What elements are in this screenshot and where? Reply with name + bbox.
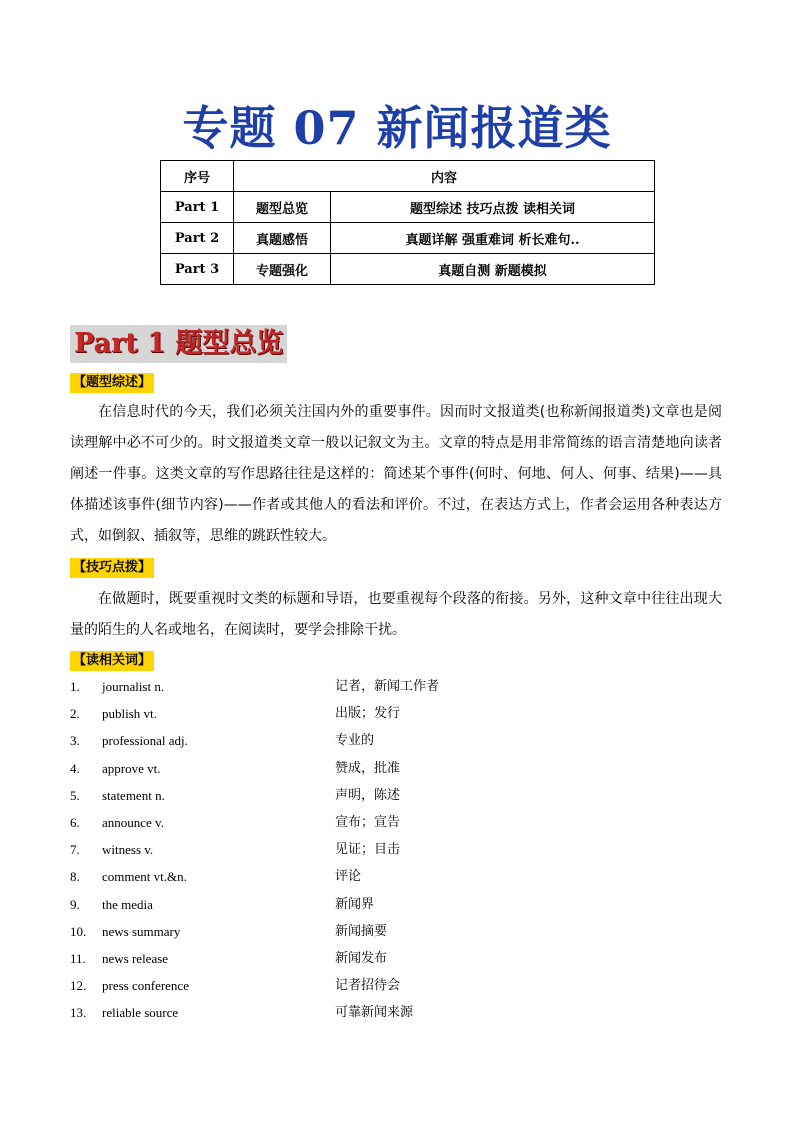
vocab-meaning: 声明，陈述	[335, 787, 401, 803]
vocab-number: 12.	[70, 978, 87, 994]
contents-table	[160, 160, 655, 285]
vocab-meaning: 专业的	[335, 733, 375, 749]
vocab-term: announce v.	[102, 814, 164, 830]
vocab-term: the media	[102, 896, 153, 912]
vocab-number: 11.	[70, 950, 86, 966]
vocab-item	[70, 673, 730, 700]
vocab-number: 6.	[70, 814, 80, 830]
table-cell: 真题感悟	[234, 223, 331, 254]
vocab-meaning: 记者招待会	[335, 978, 401, 994]
vocab-term: news summary	[102, 923, 181, 939]
table-header-cell: 内容	[234, 161, 655, 192]
vocab-term: publish vt.	[102, 706, 157, 722]
vocab-number: 7.	[70, 842, 80, 858]
vocab-number: 2.	[70, 706, 80, 722]
table-cell: Part 2	[161, 223, 234, 254]
table-row	[161, 192, 655, 223]
vocab-meaning: 评论	[335, 869, 362, 885]
vocab-number: 5.	[70, 787, 80, 803]
vocab-item	[70, 809, 730, 836]
vocab-meaning: 记者，新闻工作者	[335, 679, 440, 694]
table-cell: 专题强化	[234, 254, 331, 285]
vocab-item	[70, 700, 730, 727]
table-cell: 题型总览	[234, 192, 331, 223]
vocab-item	[70, 727, 730, 754]
vocab-meaning: 出版；发行	[335, 706, 401, 722]
table-row	[161, 223, 655, 254]
vocab-term: journalist n.	[102, 679, 165, 694]
vocab-meaning: 新闻发布	[335, 950, 388, 966]
table-cell: 真题详解 强重难词 析长难句..	[331, 223, 655, 254]
table-row	[161, 254, 655, 285]
table-cell: Part 3	[161, 254, 234, 285]
vocab-meaning: 可靠新闻来源	[335, 1005, 414, 1021]
vocab-term: comment vt.&n.	[102, 869, 187, 885]
section-paragraph: 在信息时代的今天，我们必须关注国内外的重要事件。因而时文报道类(也称新闻报道类)文章也是阅读理解中必不可少的。时文报道类文章一般以记叙文为主。文章的特点是用非常简练的语言清楚地向读者阐述一件事。这类文章的写作思路往往是这样的：简述某个事件(何时、何地、何人、何事、结果)——具体描述该事件(细节内容)——作者或其他人的看法和评价。不过，在表达方式上，作者会运用各种表达方式，如倒叙、插叙等，思维的跳跃性较大。	[70, 404, 722, 544]
vocab-number: 3.	[70, 733, 80, 749]
vocab-item	[70, 863, 730, 890]
vocab-number: 9.	[70, 896, 80, 912]
vocab-item	[70, 836, 730, 863]
vocab-number: 8.	[70, 869, 80, 885]
table-header-cell: 序号	[161, 161, 234, 192]
vocab-item	[70, 918, 730, 945]
vocab-number: 4.	[70, 760, 80, 776]
vocab-number: 13.	[70, 1005, 87, 1021]
vocab-list	[70, 673, 730, 1026]
vocab-meaning: 见证；目击	[335, 842, 401, 858]
vocab-meaning: 赞成，批准	[335, 760, 401, 776]
vocab-item	[70, 755, 730, 782]
vocab-term: witness v.	[102, 842, 154, 858]
vocab-item	[70, 891, 730, 918]
table-header-row	[161, 161, 655, 192]
table-cell: Part 1	[161, 192, 234, 223]
vocab-item	[70, 999, 730, 1026]
table-cell: 真题自测 新题模拟	[331, 254, 655, 285]
table-cell: 题型综述 技巧点拨 读相关词	[331, 192, 655, 223]
vocab-term: approve vt.	[102, 760, 161, 776]
vocab-term: news release	[102, 950, 169, 966]
vocab-item	[70, 945, 730, 972]
vocab-term: reliable source	[102, 1005, 179, 1021]
vocab-meaning: 宣布；宣告	[335, 814, 401, 830]
vocab-item	[70, 972, 730, 999]
part-heading: Part 1 题型总览	[70, 325, 287, 363]
vocab-term: statement n.	[102, 787, 165, 803]
section-tag: 【读相关词】	[70, 651, 154, 671]
vocab-item	[70, 782, 730, 809]
vocab-meaning: 新闻摘要	[335, 923, 388, 939]
vocab-meaning: 新闻界	[335, 896, 375, 912]
vocab-number: 1.	[70, 679, 80, 694]
vocab-number: 10.	[70, 923, 87, 939]
vocab-term: press conference	[102, 978, 189, 994]
page-title: 专题 07 新闻报道类	[182, 101, 612, 155]
section-tag: 【题型综述】	[70, 373, 154, 393]
section-tag: 【技巧点拨】	[70, 558, 154, 578]
vocab-term: professional adj.	[102, 733, 188, 749]
section-paragraph: 在做题时，既要重视时文类的标题和导语，也要重视每个段落的衔接。另外，这种文章中往往出现大量的陌生的人名或地名，在阅读时，要学会排除干扰。	[70, 591, 722, 638]
